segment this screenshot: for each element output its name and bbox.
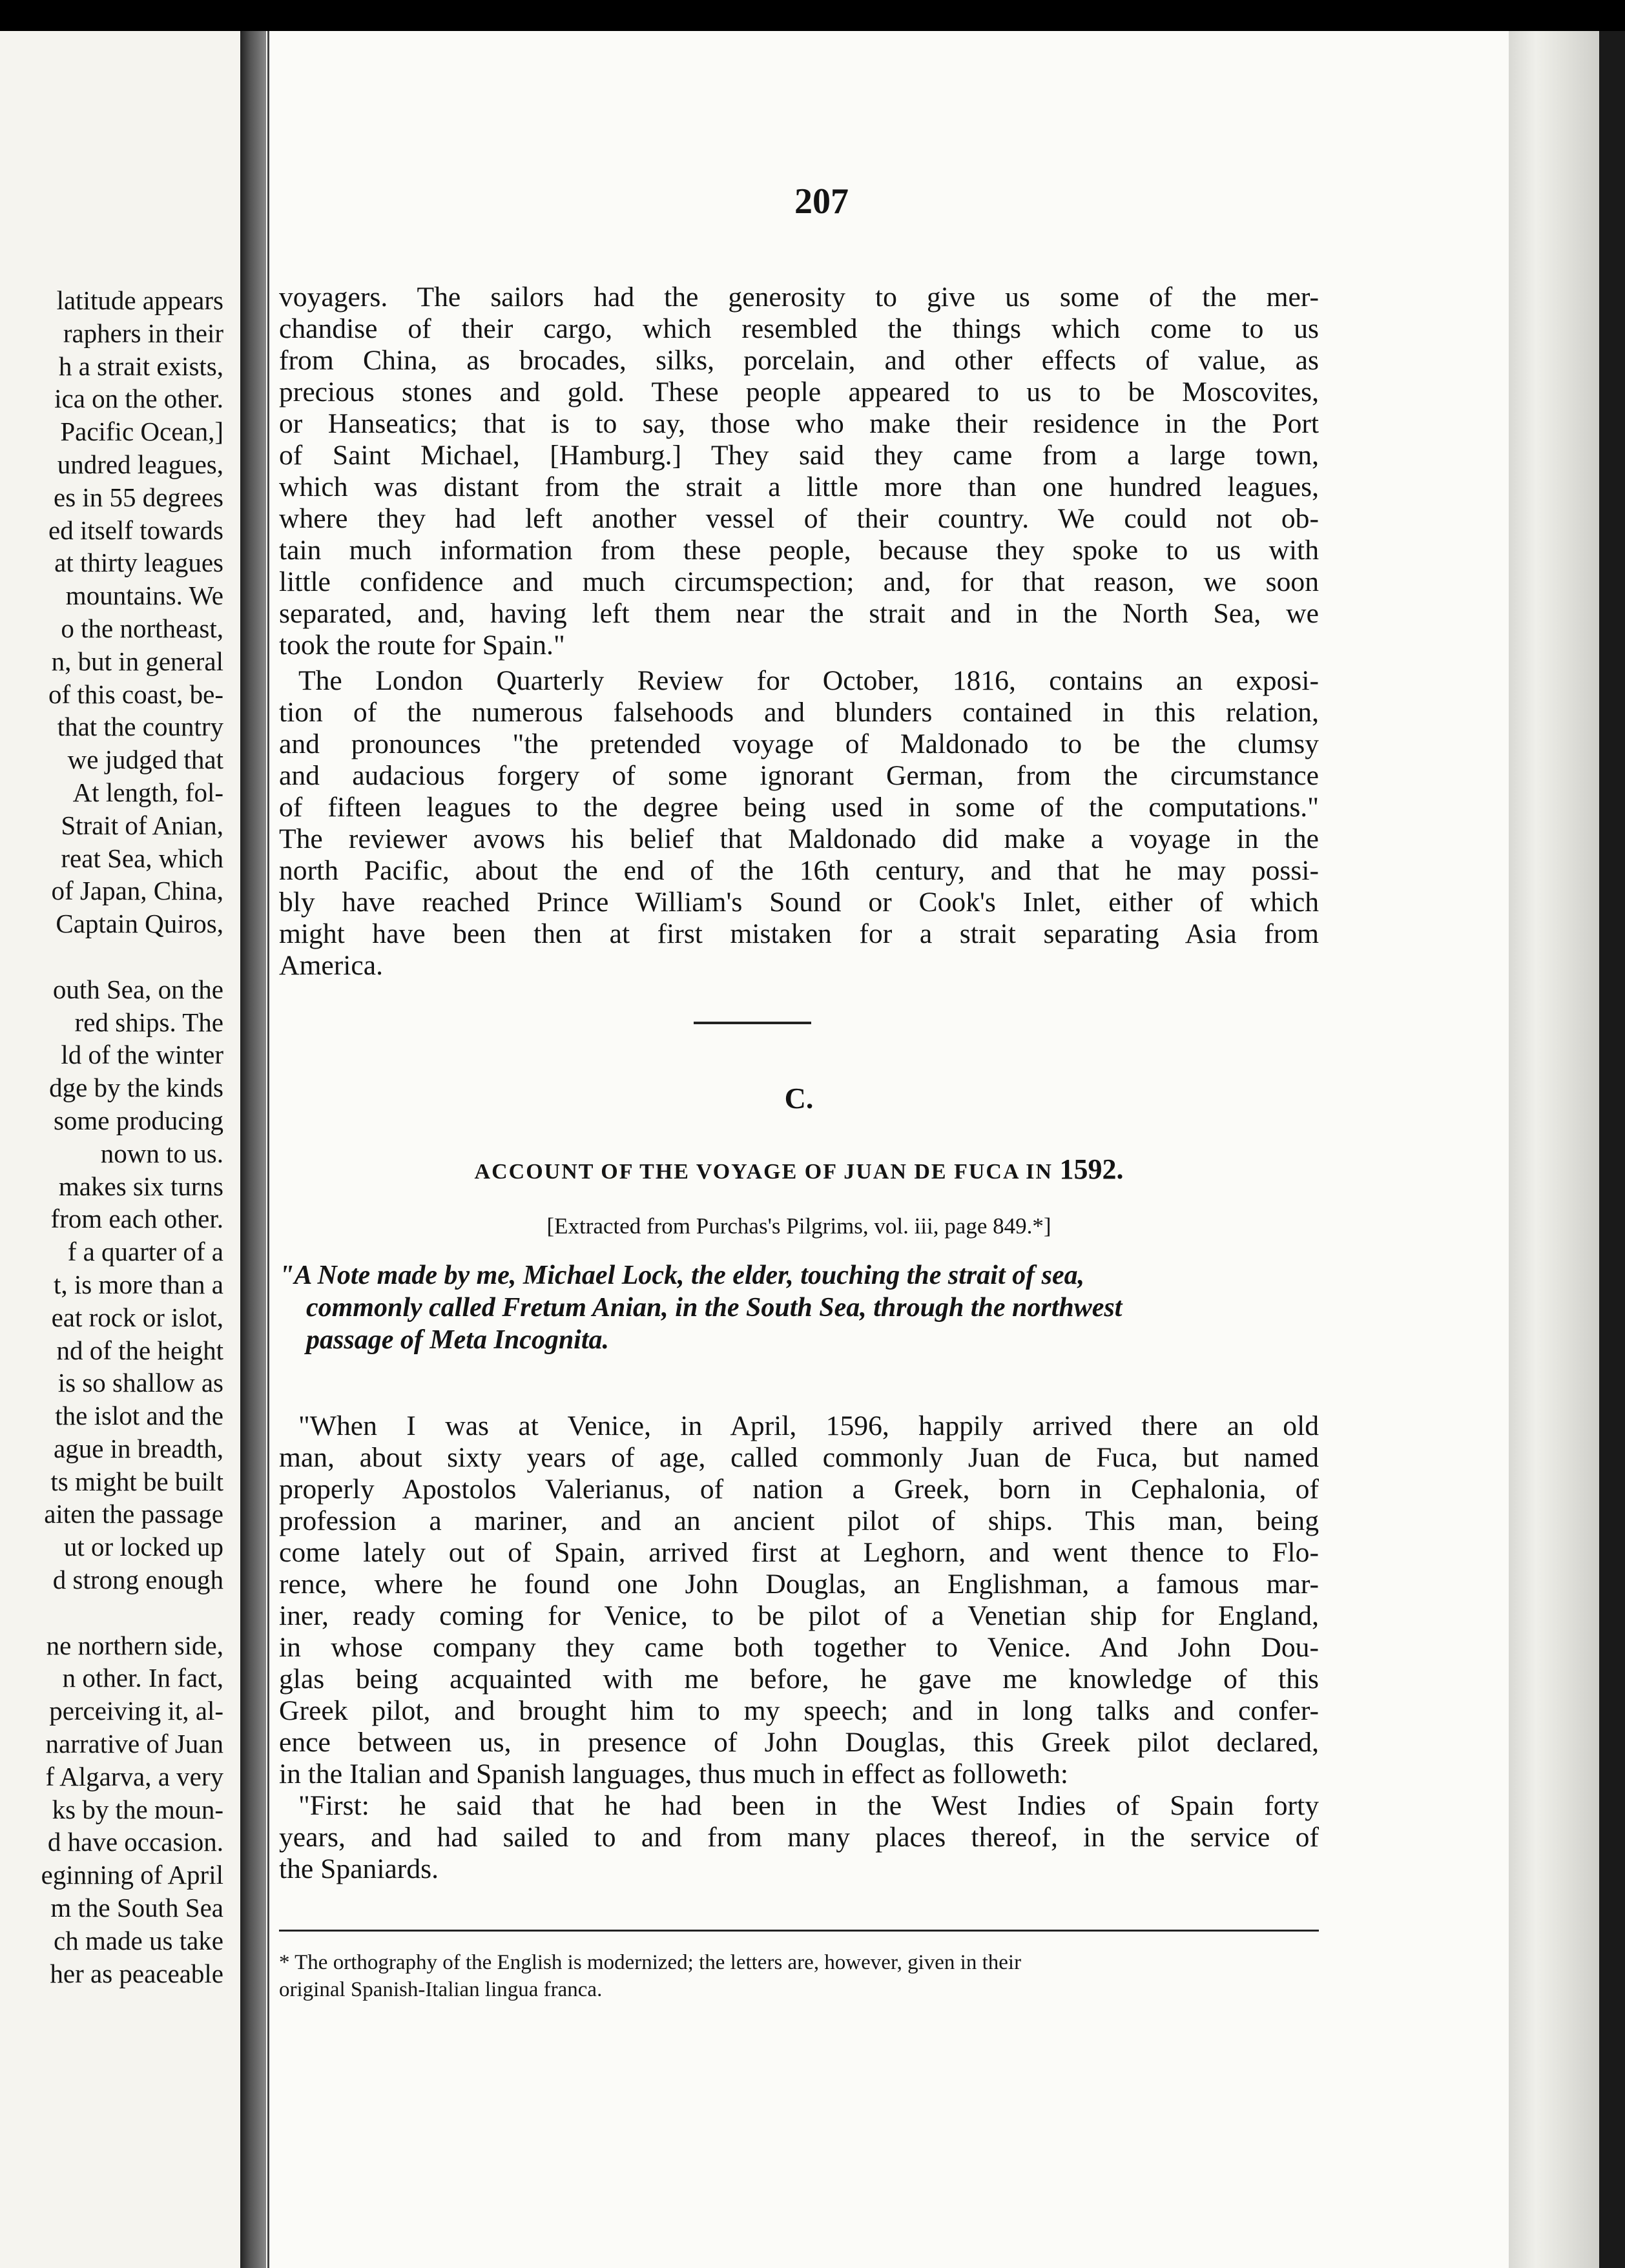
- text-line: in the Italian and Spanish languages, thus much in effect as followeth:: [279, 1758, 1068, 1789]
- previous-page-line: dge by the kinds: [49, 1073, 223, 1103]
- text-line: Greek pilot, and brought him to my speech; and in long talks and confer-: [279, 1695, 1319, 1726]
- text-line: "First: he said that he had been in the West Indies of Spain forty: [298, 1790, 1319, 1821]
- current-page: [266, 31, 1509, 2268]
- previous-page-line: is so shallow as: [57, 1368, 223, 1398]
- previous-page-line: latitude appears: [56, 285, 223, 315]
- footnote-line: original Spanish-Italian lingua franca.: [279, 1978, 603, 2001]
- text-line: bly have reached Prince William's Sound or Cook's Inlet, either of which: [279, 887, 1319, 918]
- text-line: rence, where he found one John Douglas, an Englishman, a famous mar-: [279, 1569, 1319, 1600]
- previous-page-line: d strong enough: [52, 1565, 223, 1595]
- previous-page-line: [41, 1596, 223, 1629]
- previous-page-line: at thirty leagues: [54, 548, 223, 578]
- previous-page-line: ed itself towards: [48, 515, 223, 545]
- previous-page-line: n, but in general: [51, 646, 223, 676]
- previous-page-line: undred leagues,: [57, 449, 223, 479]
- previous-page-line: ld of the winter: [61, 1040, 223, 1070]
- previous-page-line: Strait of Anian,: [61, 810, 223, 840]
- previous-page-line: ica on the other.: [54, 384, 223, 414]
- previous-page-line: es in 55 degrees: [54, 482, 223, 512]
- previous-page-line: [41, 940, 223, 973]
- section-divider: [694, 1022, 811, 1024]
- section-letter: C.: [784, 1082, 814, 1115]
- paragraph-first: [279, 1790, 1319, 1885]
- page-number: 207: [794, 181, 849, 222]
- previous-page-line: t, is more than a: [53, 1269, 223, 1299]
- text-line: man, about sixty years of age, called commonly Juan de Fuca, but named: [279, 1442, 1319, 1473]
- previous-page-line: ut or locked up: [63, 1532, 223, 1562]
- text-line: "When I was at Venice, in April, 1596, happily arrived there an old: [298, 1410, 1319, 1441]
- text-line: The London Quarterly Review for October, 1816, contains an exposi-: [298, 665, 1319, 696]
- note-title-line: "A Note made by me, Michael Lock, the elder, touching the strait of sea,: [279, 1261, 1085, 1290]
- note-title-line: passage of Meta Incognita.: [306, 1325, 610, 1355]
- previous-page-line: ague in breadth,: [54, 1433, 223, 1463]
- footnote-rule: [279, 1930, 1319, 1932]
- previous-page-line: m the South Sea: [50, 1893, 223, 1923]
- source-note: [Extracted from Purchas's Pilgrims, vol. iii, page 849.*]: [546, 1213, 1051, 1239]
- text-line: might have been then at first mistaken for a strait separating Asia from: [279, 918, 1319, 949]
- text-line: took the route for Spain.": [279, 630, 565, 661]
- text-line: The reviewer avows his belief that Maldonado did make a voyage in the: [279, 823, 1319, 854]
- text-line: of fifteen leagues to the degree being used in some of the computations.": [279, 792, 1319, 823]
- previous-page-line: ks by the moun-: [52, 1794, 223, 1824]
- paragraph-voyagers: [279, 282, 1319, 661]
- previous-page-line: we judged that: [67, 745, 223, 775]
- text-line: and pronounces "the pretended voyage of Maldonado to be the clumsy: [279, 728, 1319, 759]
- previous-page-text: [41, 284, 223, 1990]
- text-line: properly Apostolos Valerianus, of nation a Greek, born in Cephalonia, of: [279, 1474, 1319, 1505]
- previous-page-line: Captain Quiros,: [56, 909, 223, 939]
- text-line: tain much information from these people, because they spoke to us with: [279, 535, 1319, 566]
- book-gutter: [240, 31, 266, 2268]
- lock-note-title: [279, 1259, 1319, 1356]
- previous-page-line: outh Sea, on the: [52, 974, 223, 1004]
- text-line: or Hanseatics; that is to say, those who make their residence in the Port: [279, 408, 1319, 439]
- scan-border: [1599, 31, 1625, 2268]
- text-line: come lately out of Spain, arrived first at Leghorn, and went thence to Flo-: [279, 1537, 1319, 1568]
- previous-page-line: ne northern side,: [46, 1630, 223, 1660]
- text-line: from China, as brocades, silks, porcelain, and other effects of value, as: [279, 345, 1319, 376]
- section-heading: [279, 1153, 1319, 1188]
- previous-page-line: from each other.: [50, 1204, 223, 1234]
- previous-page-line: red ships. The: [74, 1007, 223, 1037]
- previous-page-line: mountains. We: [65, 581, 223, 611]
- paragraph-quarterly-review: [279, 665, 1319, 982]
- note-title-line: commonly called Fretum Anian, in the South Sea, through the northwest: [306, 1293, 1123, 1323]
- text-line: where they had left another vessel of their country. We could not ob-: [279, 503, 1319, 534]
- paragraph-venice: [279, 1410, 1319, 1790]
- previous-page-line: some producing: [53, 1105, 223, 1135]
- text-line: which was distant from the strait a little more than one hundred leagues,: [279, 471, 1319, 502]
- previous-page-line: eginning of April: [41, 1860, 223, 1890]
- previous-page-line: makes six turns: [58, 1171, 223, 1201]
- previous-page-line: ts might be built: [50, 1466, 223, 1496]
- text-line: the Spaniards.: [279, 1853, 439, 1884]
- text-line: chandise of their cargo, which resembled the things which come to us: [279, 313, 1319, 344]
- previous-page-line: At length, fol-: [72, 777, 223, 807]
- text-line: of Saint Michael, [Hamburg.] They said they came from a large town,: [279, 440, 1319, 471]
- text-line: and audacious forgery of some ignorant German, from the circumstance: [279, 760, 1319, 791]
- previous-page-line: aiten the passage: [44, 1499, 223, 1529]
- previous-page-line: o the northeast,: [61, 613, 223, 643]
- footnote: [279, 1949, 1319, 2003]
- previous-page-line: nd of the height: [56, 1335, 223, 1365]
- text-line: iner, ready coming for Venice, to be pilot of a Venetian ship for England,: [279, 1600, 1319, 1631]
- previous-page-line: raphers in their: [63, 318, 223, 348]
- previous-page-line: n other. In fact,: [62, 1663, 223, 1693]
- previous-page-line: that the country: [57, 712, 223, 742]
- section-heading-text: ACCOUNT OF THE VOYAGE OF JUAN DE FUCA IN: [474, 1160, 1053, 1184]
- text-line: ence between us, in presence of John Douglas, this Greek pilot declared,: [279, 1727, 1319, 1758]
- text-line: little confidence and much circumspection; and, for that reason, we soon: [279, 566, 1319, 597]
- previous-page-line: h a strait exists,: [58, 351, 223, 381]
- text-line: separated, and, having left them near the strait and in the North Sea, we: [279, 598, 1319, 629]
- text-line: tion of the numerous falsehoods and blunders contained in this relation,: [279, 697, 1319, 728]
- text-line: precious stones and gold. These people appeared to us to be Moscovites,: [279, 376, 1319, 407]
- footnote-line: * The orthography of the English is modernized; the letters are, however, given in their: [279, 1951, 1022, 1974]
- text-line: glas being acquainted with me before, he gave me knowledge of this: [279, 1664, 1319, 1695]
- text-line: north Pacific, about the end of the 16th century, and that he may possi-: [279, 855, 1319, 886]
- text-line: in whose company they came both together to Venice. And John Dou-: [279, 1632, 1319, 1663]
- previous-page-line: perceiving it, al-: [49, 1696, 223, 1726]
- previous-page-line: f a quarter of a: [67, 1237, 223, 1267]
- previous-page-line: the islot and the: [55, 1401, 223, 1431]
- previous-page-line: f Algarva, a very: [45, 1761, 223, 1791]
- previous-page-line: eat rock or islot,: [51, 1302, 223, 1332]
- gutter-rule: [267, 31, 269, 2268]
- previous-page-fragment: [0, 31, 240, 2268]
- previous-page-line: Pacific Ocean,]: [60, 417, 223, 447]
- previous-page-line: d have occasion.: [47, 1827, 223, 1857]
- text-line: profession a mariner, and an ancient pilot of ships. This man, being: [279, 1505, 1319, 1536]
- previous-page-line: her as peaceable: [50, 1958, 223, 1988]
- text-line: voyagers. The sailors had the generosity to give us some of the mer-: [279, 282, 1319, 313]
- page-edges: [1509, 31, 1599, 2268]
- text-line: years, and had sailed to and from many places thereof, in the service of: [279, 1822, 1319, 1853]
- previous-page-line: narrative of Juan: [45, 1729, 223, 1759]
- section-heading-year: 1592.: [1059, 1153, 1124, 1185]
- previous-page-line: of Japan, China,: [51, 876, 223, 906]
- previous-page-line: of this coast, be-: [48, 679, 223, 709]
- previous-page-line: reat Sea, which: [61, 843, 223, 873]
- text-line: America.: [279, 950, 383, 981]
- previous-page-line: ch made us take: [54, 1925, 223, 1955]
- previous-page-line: nown to us.: [100, 1138, 223, 1168]
